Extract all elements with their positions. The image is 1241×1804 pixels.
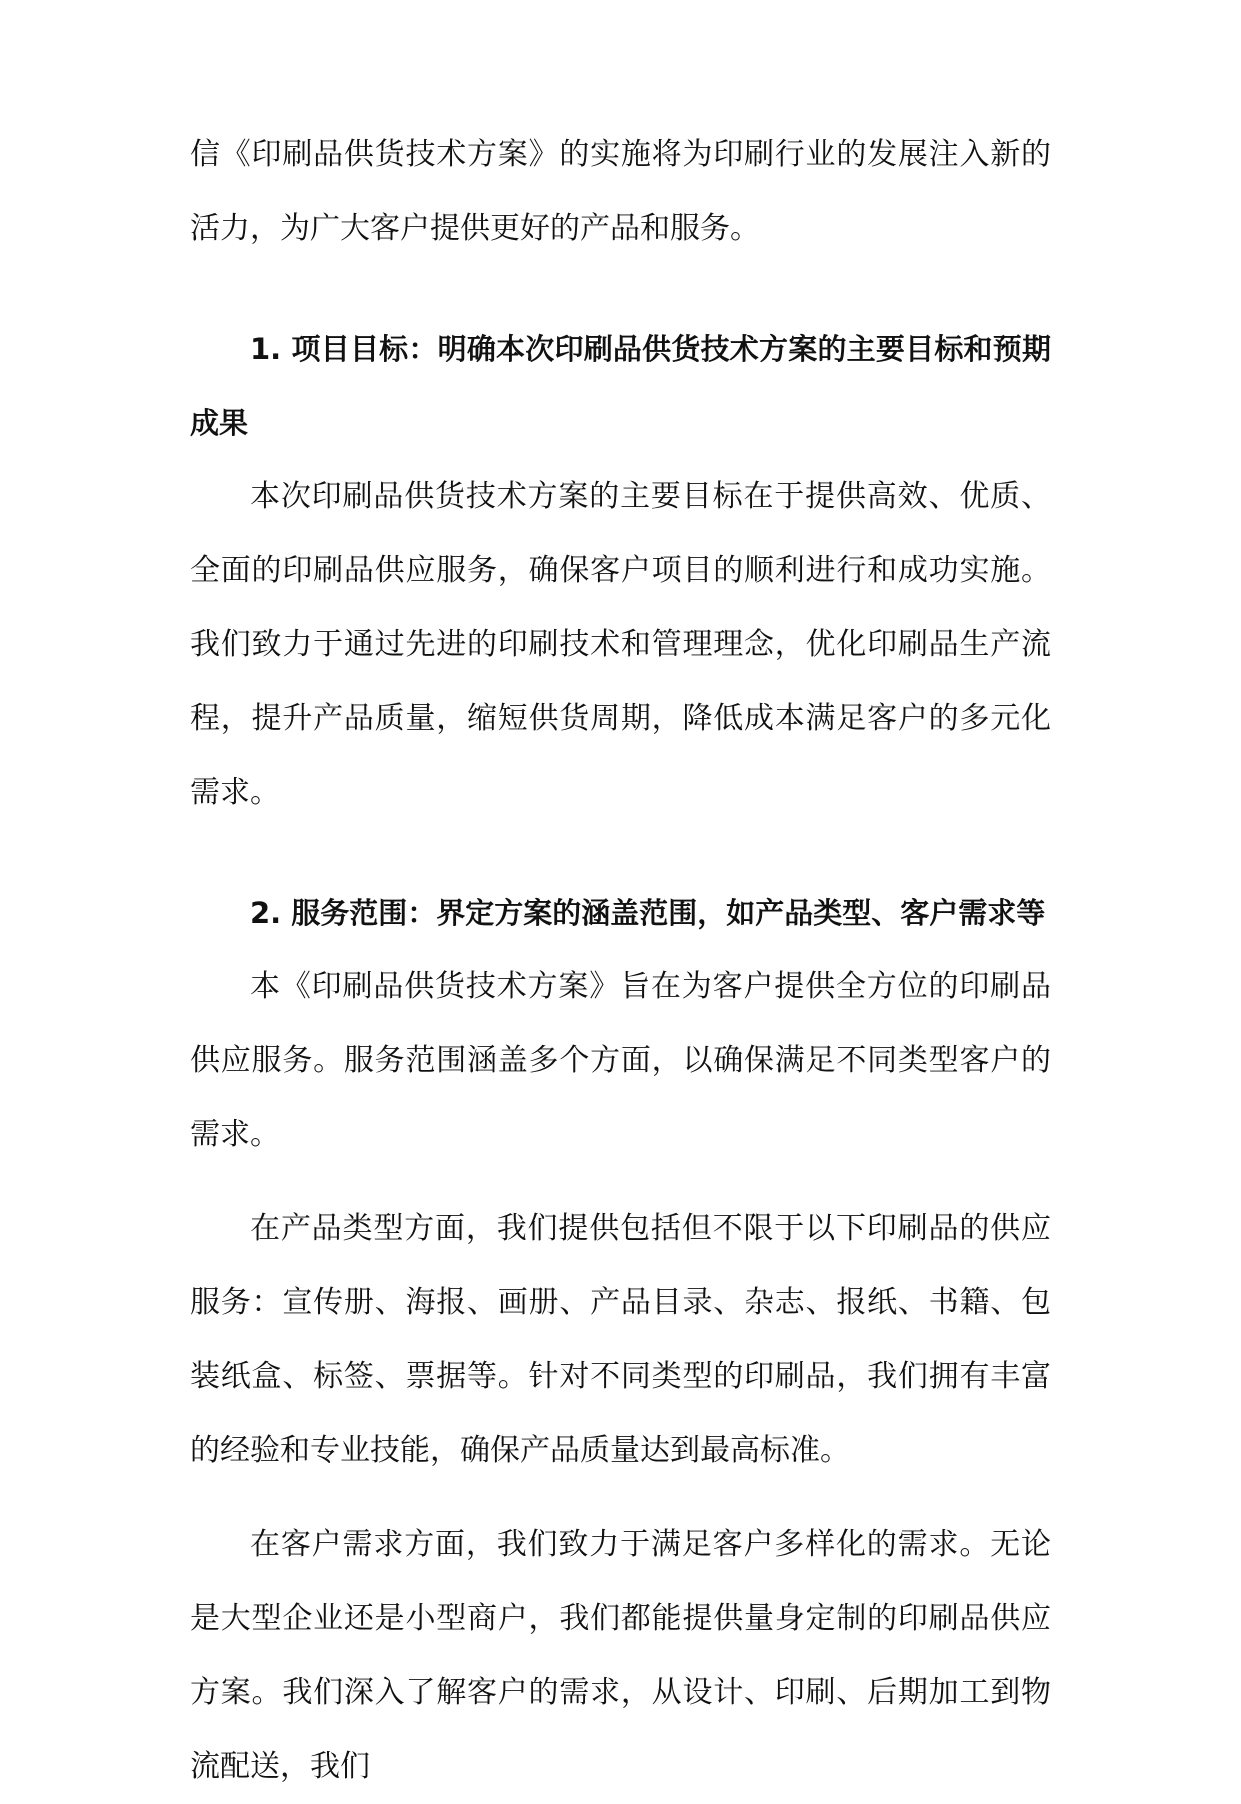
section-2-paragraph-1: 本《印刷品供货技术方案》旨在为客户提供全方位的印刷品供应服务。服务范围涵盖多个方面，以确保满足不同类型客户的需求。 bbox=[190, 969, 1051, 1152]
intro-paragraph: 信《印刷品供货技术方案》的实施将为印刷行业的发展注入新的活力，为广大客户提供更好的产品和服务。 bbox=[190, 137, 1051, 246]
document-body bbox=[190, 118, 1051, 1804]
section-heading-2: 2. 服务范围：界定方案的涵盖范围，如产品类型、客户需求等 bbox=[250, 896, 1046, 930]
section-1-paragraph: 本次印刷品供货技术方案的主要目标在于提供高效、优质、全面的印刷品供应服务，确保客户项目的顺利进行和成功实施。我们致力于通过先进的印刷技术和管理理念，优化印刷品生产流程，提升产品质量，缩短供货周期，降低成本满足客户的多元化需求。 bbox=[190, 479, 1051, 810]
section-2-paragraph-3: 在客户需求方面，我们致力于满足客户多样化的需求。无论是大型企业还是小型商户，我们都能提供量身定制的印刷品供应方案。我们深入了解客户的需求，从设计、印刷、后期加工到物流配送，我们 bbox=[190, 1527, 1051, 1784]
section-2-paragraph-2: 在产品类型方面，我们提供包括但不限于以下印刷品的供应服务：宣传册、海报、画册、产品目录、杂志、报纸、书籍、包装纸盒、标签、票据等。针对不同类型的印刷品，我们拥有丰富的经验和专业技能，确保产品质量达到最高标准。 bbox=[190, 1211, 1051, 1468]
section-heading-1: 1. 项目目标：明确本次印刷品供货技术方案的主要目标和预期成果 bbox=[190, 332, 1051, 440]
